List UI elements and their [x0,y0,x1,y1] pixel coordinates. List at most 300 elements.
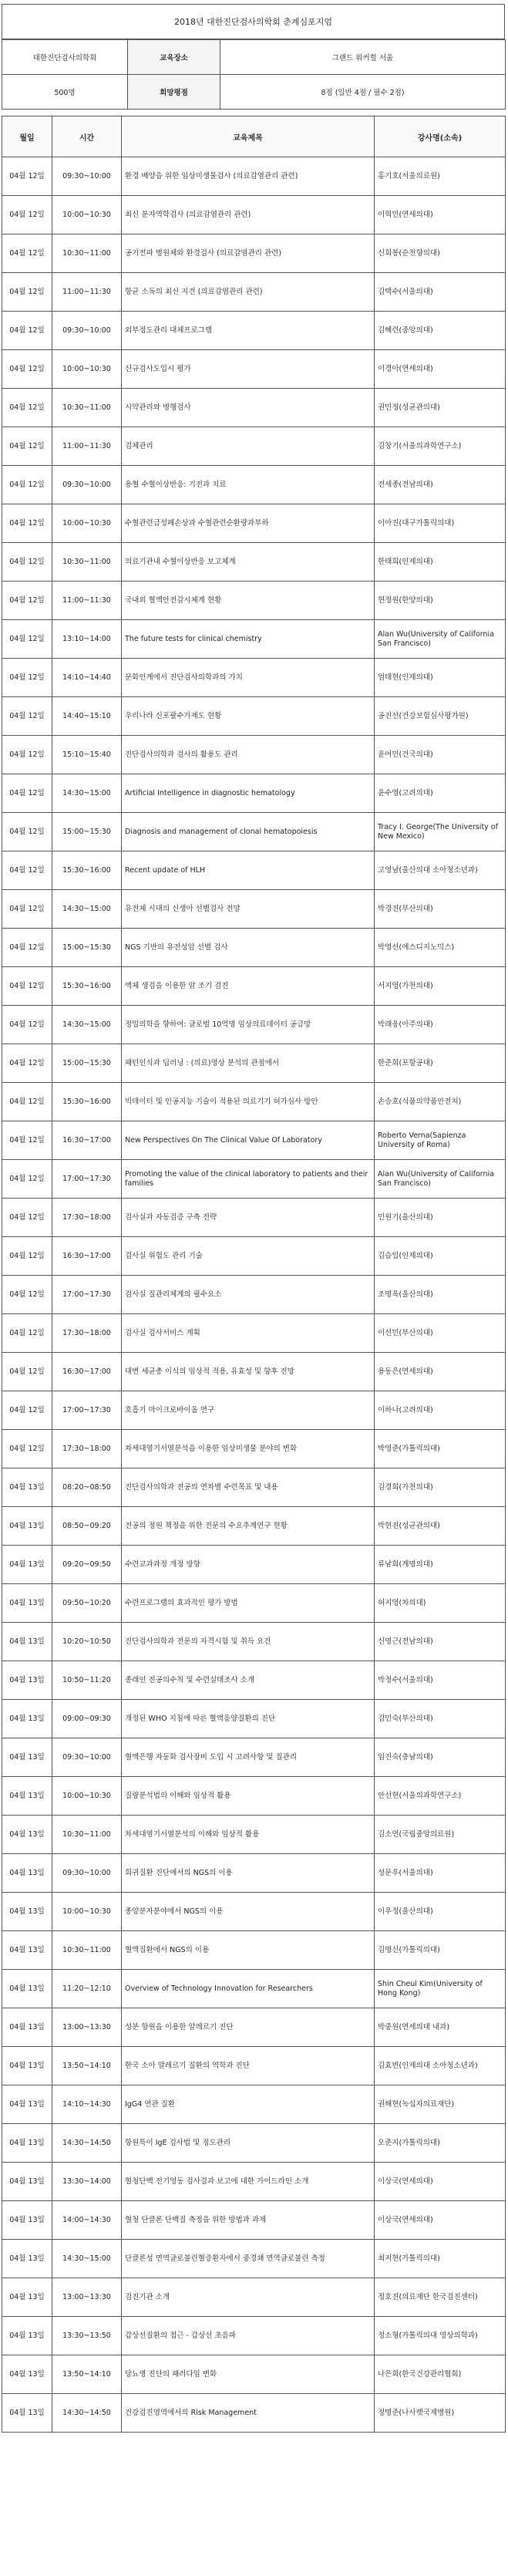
row-instructor: 서지영(가천의대) [375,967,506,1006]
row-instructor: 정소형(가톨릭의대 영상의학과) [375,2317,506,2355]
row-date: 04월 12일 [2,1314,52,1353]
row-title: 혈청 단클론 단백질 측정을 위한 방법과 과제 [122,2201,375,2240]
row-instructor: 정호진(의료재단 한국검진센터) [375,2278,506,2317]
row-title: 항원특이 IgE 검사법 및 정도관리 [122,2124,375,2163]
header-date: 월일 [2,116,52,157]
row-time: 09:20~09:50 [52,1546,122,1584]
row-instructor: 최지현(가톨릭의대) [375,2240,506,2278]
row-date: 04월 12일 [2,312,52,350]
row-time: 10:00~10:30 [52,504,122,543]
row-title: 국내외 혈액안전감시체계 현황 [122,582,375,620]
row-title: 패턴인식과 딥러닝 : (의료)영상 분석의 관점에서 [122,1044,375,1083]
row-title: 혈청단백 전기영동 검사결과 보고에 대한 가이드라인 소개 [122,2163,375,2201]
row-date: 04월 13일 [2,1468,52,1507]
row-date: 04월 13일 [2,1700,52,1738]
table-row [2,2008,506,2047]
row-date: 04월 13일 [2,1893,52,1931]
info-table [2,39,506,110]
info-row-venue [2,40,506,75]
row-instructor: 엄태현(인제의대) [375,659,506,697]
row-title: 우리나라 신포괄수가제도 현황 [122,697,375,736]
row-date: 04월 12일 [2,389,52,427]
table-row [2,1353,506,1391]
row-date: 04월 12일 [2,774,52,813]
table-row [2,2201,506,2240]
row-date: 04월 12일 [2,736,52,774]
row-date: 04월 12일 [2,543,52,582]
table-row [2,1006,506,1044]
table-row [2,1700,506,1738]
table-row [2,1430,506,1468]
table-row [2,1661,506,1700]
table-row [2,1121,506,1160]
row-title: 환경 배양을 위한 임상미생물검사 (의료감염관리 관련) [122,157,375,196]
row-date: 04월 12일 [2,582,52,620]
row-time: 14:30~14:50 [52,2124,122,2163]
row-time: 10:00~10:30 [52,350,122,389]
row-title: Overview of Technology Innovation for Researchers [122,1970,375,2008]
row-time: 10:00~10:30 [52,196,122,234]
table-row [2,1893,506,1931]
row-instructor: 김경희(가천의대) [375,1468,506,1507]
table-row [2,967,506,1006]
row-title: 검체관리 [122,427,375,466]
row-title: NGS 기반의 유전성암 선별 검사 [122,929,375,967]
table-row [2,1623,506,1661]
table-row [2,1738,506,1777]
row-instructor: 박영선(에스디지노믹스) [375,929,506,967]
table-row [2,1584,506,1623]
row-date: 04월 13일 [2,1661,52,1700]
row-time: 17:00~17:30 [52,1391,122,1430]
row-title: Promoting the value of the clinical laboratory to patients and their families [122,1160,375,1199]
row-title: 건강검진영역에서의 Risk Management [122,2394,375,2433]
table-row [2,2278,506,2317]
row-date: 04월 12일 [2,350,52,389]
row-time: 15:00~15:30 [52,929,122,967]
row-instructor: 안선현(서울의과학연구소) [375,1777,506,1816]
row-title: 검사실 위험도 관리 기술 [122,1237,375,1276]
credits-value: 8점 (일반 4점 / 필수 2점) [220,75,506,110]
row-time: 13:00~13:30 [52,2008,122,2047]
row-time: 14:10~14:30 [52,2085,122,2124]
row-date: 04월 13일 [2,2240,52,2278]
row-date: 04월 12일 [2,929,52,967]
row-instructor: 윤여민(건국의대) [375,736,506,774]
row-date: 04월 12일 [2,851,52,890]
schedule-table [2,116,506,2433]
row-time: 09:30~10:00 [52,312,122,350]
row-instructor: 신명근(전남의대) [375,1623,506,1661]
row-title: 차세대염기서열분석을 이용한 임상미생물 분야의 변화 [122,1430,375,1468]
row-date: 04월 12일 [2,620,52,659]
table-row [2,543,506,582]
row-title: The future tests for clinical chemistry [122,620,375,659]
row-date: 04월 12일 [2,1083,52,1121]
row-title: 희귀질환 진단에서의 NGS의 이용 [122,1854,375,1893]
row-date: 04월 13일 [2,2278,52,2317]
row-instructor: 박중원(연세의대 내과) [375,2008,506,2047]
row-instructor: 박영준(가톨릭의대) [375,1430,506,1468]
row-title: Artificial Intelligence in diagnostic hematology [122,774,375,813]
row-title: 빅데이터 및 인공지능 기술이 적용된 의료기기 허가심사 방안 [122,1083,375,1121]
row-date: 04월 12일 [2,1353,52,1391]
row-time: 09:50~10:20 [52,1584,122,1623]
row-title: 항균 소독의 최신 지견 (의료감염관리 관련) [122,273,375,312]
row-time: 11:00~11:30 [52,582,122,620]
table-row [2,2394,506,2433]
row-date: 04월 13일 [2,1777,52,1816]
row-date: 04월 13일 [2,1816,52,1854]
row-time: 14:30~15:00 [52,2240,122,2278]
row-date: 04월 12일 [2,697,52,736]
row-title: 종양분자분야에서 NGS의 이용 [122,1893,375,1931]
row-instructor: 공진선(건강보험심사평가원) [375,697,506,736]
row-date: 04월 13일 [2,2355,52,2394]
row-date: 04월 12일 [2,890,52,929]
row-instructor: Tracy I. George(The University of New Mexico) [375,813,506,851]
row-instructor: 이아진(대구가톨릭의대) [375,504,506,543]
row-instructor: 허지영(차의대) [375,1584,506,1623]
table-row [2,1199,506,1237]
row-time: 13:10~14:00 [52,620,122,659]
row-title: 신규검사도입시 평가 [122,350,375,389]
table-row [2,389,506,427]
table-row [2,1237,506,1276]
table-row [2,1160,506,1199]
row-time: 15:30~16:00 [52,851,122,890]
table-row [2,1276,506,1314]
row-time: 10:30~11:00 [52,1816,122,1854]
row-time: 09:30~10:00 [52,466,122,504]
row-date: 04월 12일 [2,427,52,466]
row-instructor: 한태희(인제의대) [375,543,506,582]
row-time: 09:30~10:00 [52,157,122,196]
row-time: 15:30~16:00 [52,967,122,1006]
row-instructor: 고영남(울산의대 소아청소년과) [375,851,506,890]
row-title: 정밀의학을 향하여: 글로벌 10억명 임상의료데이터 공급망 [122,1006,375,1044]
row-title: 진단검사의학과 전문의 자격시험 및 취득 요건 [122,1623,375,1661]
row-date: 04월 12일 [2,157,52,196]
row-time: 16:30~17:00 [52,1353,122,1391]
row-date: 04월 12일 [2,234,52,273]
info-row-credits [2,75,506,110]
table-row [2,2240,506,2278]
row-time: 10:00~10:30 [52,1893,122,1931]
row-time: 15:00~15:30 [52,1044,122,1083]
credits-label: 희망평점 [128,75,220,110]
row-title: 시약관리와 병행검사 [122,389,375,427]
row-time: 17:30~18:00 [52,1430,122,1468]
row-instructor: 나은희(한국건강관리협회) [375,2355,506,2394]
row-time: 14:30~15:00 [52,774,122,813]
row-title: 수련교과과정 개정 방향 [122,1546,375,1584]
row-title: 진단검사의학과 전공의 연차별 수련목표 및 내용 [122,1468,375,1507]
row-time: 11:00~11:30 [52,273,122,312]
row-time: 13:30~13:50 [52,2317,122,2355]
row-time: 09:00~09:30 [52,1700,122,1738]
row-title: IgG4 연관 질환 [122,2085,375,2124]
row-date: 04월 12일 [2,659,52,697]
table-row [2,1854,506,1893]
row-instructor: 박현진(성균관의대) [375,1507,506,1546]
row-instructor: 정명준(나사렛국제병원) [375,2394,506,2433]
table-row [2,1391,506,1430]
row-date: 04월 13일 [2,1546,52,1584]
table-row [2,1507,506,1546]
row-time: 11:00~11:30 [52,427,122,466]
row-date: 04월 13일 [2,2163,52,2201]
row-instructor: Shin Cheul Kim(University of Hong Kong) [375,1970,506,2008]
row-instructor: Roberto Verna(Sapienza University of Roma) [375,1121,506,1160]
header-time: 시간 [52,116,122,157]
row-time: 14:10~14:40 [52,659,122,697]
venue-value: 그랜드 워커힐 서울 [220,40,506,75]
table-row [2,1777,506,1816]
row-date: 04월 12일 [2,967,52,1006]
row-instructor: 이경아(연세의대) [375,350,506,389]
row-time: 13:50~14:10 [52,2355,122,2394]
row-instructor: 임진숙(충남의대) [375,1738,506,1777]
row-time: 15:00~15:30 [52,813,122,851]
row-instructor: 신희봉(순천향의대) [375,234,506,273]
row-date: 04월 12일 [2,1391,52,1430]
row-title: 갑상선질환의 접근 - 갑상선 초음파 [122,2317,375,2355]
row-date: 04월 13일 [2,1854,52,1893]
row-instructor: 손승호(식품의약품안전처) [375,1083,506,1121]
table-row [2,1083,506,1121]
row-title: 문화인계에서 진단검사의학과의 가치 [122,659,375,697]
row-title: 성분 항원을 이용한 알레르기 진단 [122,2008,375,2047]
row-time: 14:00~14:30 [52,2201,122,2240]
row-title: 혈액질환에서 NGS의 이용 [122,1931,375,1970]
row-title: 용혈 수혈이상반응: 기전과 치료 [122,466,375,504]
schedule-body [2,157,506,2433]
table-row [2,851,506,890]
row-time: 08:50~09:20 [52,1507,122,1546]
row-title: 단클론성 면역글로불린혈증환자에서 중경쇄 면역글로불린 측정 [122,2240,375,2278]
row-title: 당뇨병 진단의 패러다임 변화 [122,2355,375,2394]
row-date: 04월 12일 [2,1199,52,1237]
row-date: 04월 12일 [2,1121,52,1160]
row-instructor: 김소연(국립중앙의료원) [375,1816,506,1854]
row-date: 04월 12일 [2,273,52,312]
row-title: 차세대염기서열분석의 이해와 임상적 활용 [122,1816,375,1854]
row-date: 04월 13일 [2,1623,52,1661]
row-instructor: 김민숙(부산의대) [375,1700,506,1738]
table-row [2,157,506,196]
row-date: 04월 12일 [2,1237,52,1276]
header-instructor: 강사명(소속) [375,116,506,157]
row-instructor: 김명신(가톨릭의대) [375,1931,506,1970]
document-title: 2018년 대한진단검사의학회 춘계심포지엄 [2,4,505,39]
row-title: 질량분석법의 이해와 임상적 활용 [122,1777,375,1816]
row-title: 수련프로그램의 효과적인 평가 방법 [122,1584,375,1623]
row-instructor: 이하나(고려의대) [375,1391,506,1430]
row-time: 09:30~10:00 [52,1854,122,1893]
row-date: 04월 12일 [2,504,52,543]
row-time: 10:20~10:50 [52,1623,122,1661]
row-date: 04월 12일 [2,196,52,234]
row-instructor: 현정원(한양의대) [375,582,506,620]
row-instructor: 김슬일(인제의대) [375,1237,506,1276]
table-row [2,1546,506,1584]
row-instructor: 김택수(서울의대) [375,273,506,312]
row-instructor: 이상국(연세의대) [375,2201,506,2240]
row-time: 14:40~15:10 [52,697,122,736]
row-time: 16:30~17:00 [52,1121,122,1160]
table-row [2,582,506,620]
table-row [2,234,506,273]
table-row [2,697,506,736]
row-instructor: 박경진(부산의대) [375,890,506,929]
table-row [2,504,506,543]
row-title: 공기전파 병원체와 환경검사 (의료감염관리 관련) [122,234,375,273]
row-title: 종래인 전공의수칙 및 수련실태조사 소개 [122,1661,375,1700]
row-time: 13:30~14:00 [52,2163,122,2201]
row-instructor: 오준지(가톨릭의대) [375,2124,506,2163]
row-title: 호흡기 마이크로바이옴 연구 [122,1391,375,1430]
row-title: 개정된 WHO 지침에 따른 혈액응양질환의 진단 [122,1700,375,1738]
row-instructor: 민원기(울산의대) [375,1199,506,1237]
table-row [2,890,506,929]
table-row [2,2355,506,2394]
row-time: 15:30~16:00 [52,1083,122,1121]
venue-label: 교육장소 [128,40,220,75]
row-title: 유전체 시대의 신생아 선별검사 전망 [122,890,375,929]
row-date: 04월 13일 [2,1970,52,2008]
row-instructor: 성문우(서울의대) [375,1854,506,1893]
row-date: 04월 13일 [2,2394,52,2433]
row-time: 10:00~10:30 [52,1777,122,1816]
row-time: 10:30~11:00 [52,1931,122,1970]
row-title: New Perspectives On The Clinical Value Of Laboratory [122,1121,375,1160]
table-row [2,1044,506,1083]
row-time: 14:30~15:00 [52,1006,122,1044]
row-time: 08:20~08:50 [52,1468,122,1507]
row-title: Diagnosis and management of clonal hematopoiesis [122,813,375,851]
table-row [2,2163,506,2201]
row-date: 04월 12일 [2,466,52,504]
row-title: 대변 세균총 이식의 임상적 적용, 유효성 및 향후 전망 [122,1353,375,1391]
row-date: 04월 13일 [2,2124,52,2163]
row-date: 04월 12일 [2,1430,52,1468]
row-time: 13:50~14:10 [52,2047,122,2085]
row-title: 검진기관 소개 [122,2278,375,2317]
row-date: 04월 13일 [2,2317,52,2355]
row-time: 10:30~11:00 [52,543,122,582]
table-row [2,659,506,697]
row-time: 16:30~17:00 [52,1237,122,1276]
table-row [2,1468,506,1507]
attendance-cell: 500명 [2,75,128,110]
row-title: Recent update of HLH [122,851,375,890]
row-date: 04월 13일 [2,2008,52,2047]
row-time: 15:10~15:40 [52,736,122,774]
row-time: 10:30~11:00 [52,389,122,427]
row-instructor: 권민정(성균관의대) [375,389,506,427]
row-time: 14:30~15:00 [52,890,122,929]
schedule-header-row [2,116,506,157]
row-title: 진단검사의학과 검사의 활용도 관리 [122,736,375,774]
table-row [2,929,506,967]
table-row [2,1931,506,1970]
row-time: 13:00~13:30 [52,2278,122,2317]
table-row [2,312,506,350]
row-instructor: 이우정(울산의대) [375,1893,506,1931]
row-title: 검사실과 자동검증 구축 전략 [122,1199,375,1237]
row-time: 17:30~18:00 [52,1199,122,1237]
table-row [2,2124,506,2163]
row-title: 수혈관련급성폐손상과 수혈관련순환량과부하 [122,504,375,543]
row-date: 04월 13일 [2,1738,52,1777]
row-title: 한국 소아 알레르기 질환의 역학과 진단 [122,2047,375,2085]
row-instructor: 김혜련(중앙의대) [375,312,506,350]
row-date: 04월 12일 [2,1006,52,1044]
row-instructor: Alan Wu(University of California San Francisco) [375,1160,506,1199]
row-instructor: 윤수영(고려의대) [375,774,506,813]
row-time: 17:30~18:00 [52,1314,122,1353]
row-instructor: 홍기호(서울의료원) [375,157,506,196]
row-title: 혈액은행 자동화 검사장비 도입 시 고려사항 및 질관리 [122,1738,375,1777]
row-instructor: 김창기(서울의과학연구소) [375,427,506,466]
row-date: 04월 13일 [2,1584,52,1623]
row-instructor: 이상국(연세의대) [375,2163,506,2201]
table-row [2,774,506,813]
row-title: 의료기관내 수혈이상반응 보고체계 [122,543,375,582]
row-date: 04월 13일 [2,1931,52,1970]
row-instructor: 이혁민(연세의대) [375,196,506,234]
table-row [2,1314,506,1353]
row-title: 최신 분자역학검사 (의료감염관리 관련) [122,196,375,234]
row-time: 10:50~11:20 [52,1661,122,1700]
row-date: 04월 13일 [2,1507,52,1546]
row-instructor: 조명옥(울산의대) [375,1276,506,1314]
header-title: 교육제목 [122,116,375,157]
table-row [2,466,506,504]
table-row [2,2317,506,2355]
row-title: 검사실 검사서비스 계획 [122,1314,375,1353]
row-date: 04월 12일 [2,1044,52,1083]
table-row [2,1816,506,1854]
table-row [2,273,506,312]
table-row [2,2085,506,2124]
row-instructor: 이선민(부산의대) [375,1314,506,1353]
row-time: 11:20~12:10 [52,1970,122,2008]
table-row [2,620,506,659]
row-time: 17:00~17:30 [52,1160,122,1199]
organizer-cell: 대한진단검사의학회 [2,40,128,75]
row-instructor: 전세종(전남의대) [375,466,506,504]
row-date: 04월 12일 [2,1276,52,1314]
table-row [2,350,506,389]
table-row [2,813,506,851]
row-title: 검사실 질관리체계의 필수요소 [122,1276,375,1314]
row-date: 04월 12일 [2,813,52,851]
row-title: 외부정도관리 대체프로그램 [122,312,375,350]
row-instructor: 박래웅(아주의대) [375,1006,506,1044]
row-date: 04월 13일 [2,2047,52,2085]
row-time: 10:30~11:00 [52,234,122,273]
table-row [2,736,506,774]
table-row [2,1970,506,2008]
row-time: 17:00~17:30 [52,1276,122,1314]
row-time: 09:30~10:00 [52,1738,122,1777]
row-instructor: 한준희(포항공대) [375,1044,506,1083]
row-instructor: Alan Wu(University of California San Francisco) [375,620,506,659]
row-instructor: 류남희(계명의대) [375,1546,506,1584]
row-title: 액체 생검을 이용한 암 조기 검진 [122,967,375,1006]
